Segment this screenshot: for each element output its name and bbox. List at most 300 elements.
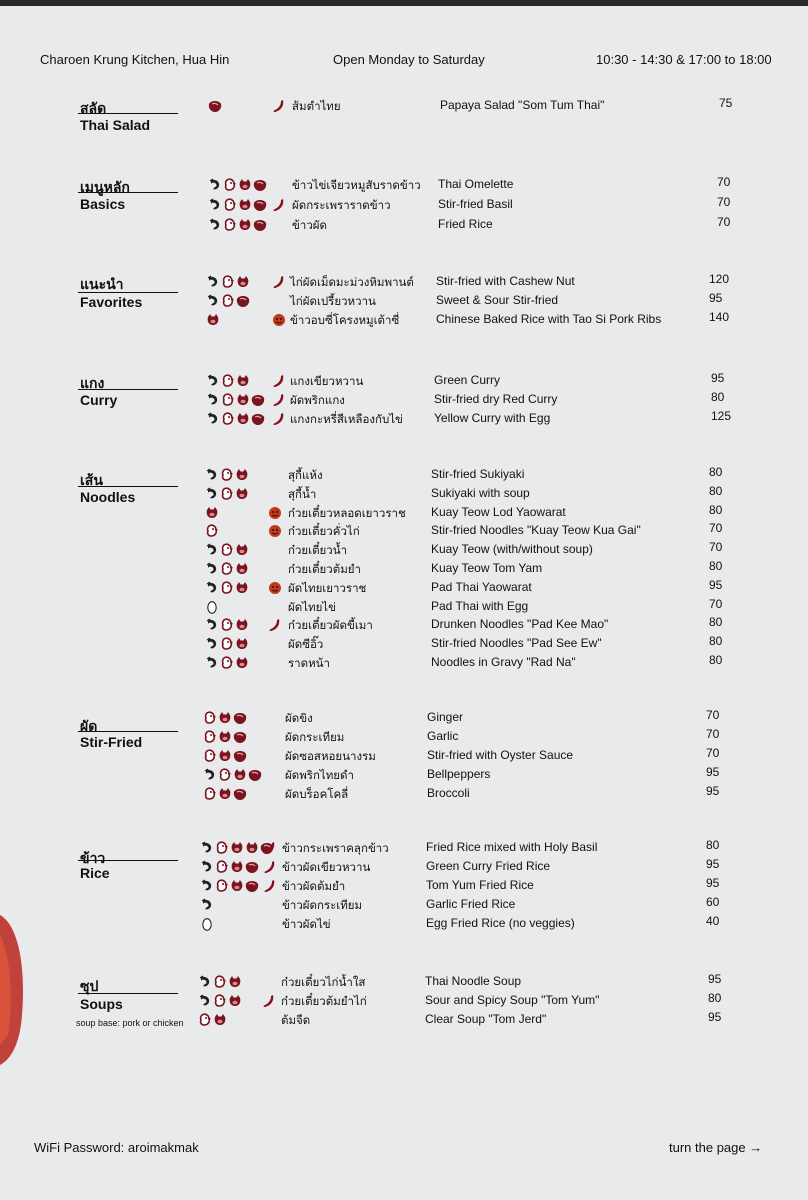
beef-icon xyxy=(251,393,265,407)
ingredient-icons xyxy=(205,486,249,502)
menu-item xyxy=(0,617,808,636)
menu-item xyxy=(0,392,808,411)
turn-page-link[interactable]: turn the page → xyxy=(669,1140,763,1155)
item-thai-name: ผัดบร็อคโคลี่ xyxy=(285,789,349,801)
pork-icon xyxy=(218,730,232,744)
item-price: 80 xyxy=(709,615,723,629)
item-english-name: Thai Omelette xyxy=(438,177,514,191)
chili-icon xyxy=(272,198,286,212)
item-thai-name: ผัดกระเพราราดข้าว xyxy=(292,200,391,212)
category-note: soup base: pork or chicken xyxy=(76,1018,184,1028)
ingredient-icons xyxy=(206,411,265,427)
category-thai-title: แนะนำ xyxy=(80,276,124,292)
menu-item xyxy=(0,177,808,196)
category-english-title: Soups xyxy=(80,996,123,1012)
shrimp-icon xyxy=(205,618,219,632)
item-price: 75 xyxy=(719,96,733,110)
menu-item xyxy=(0,467,808,486)
menu-item xyxy=(0,411,808,430)
item-english-name: Papaya Salad "Som Tum Thai" xyxy=(440,98,605,112)
item-english-name: Stir-fried Noodles "Kuay Teow Kua Gai" xyxy=(431,523,641,537)
item-price: 140 xyxy=(709,310,730,324)
chili-icon xyxy=(272,412,286,426)
chicken-icon xyxy=(215,860,229,874)
item-english-name: Egg Fried Rice (no veggies) xyxy=(426,916,575,930)
ingredient-icons xyxy=(206,392,265,408)
item-english-name: Stir-fried Sukiyaki xyxy=(431,467,525,481)
shrimp-icon xyxy=(198,975,212,989)
menu-item xyxy=(0,197,808,216)
menu-item xyxy=(0,274,808,293)
item-thai-name: ข้าวผัดกระเทียม xyxy=(282,900,363,912)
ingredient-icons xyxy=(205,505,219,521)
pork-icon xyxy=(235,618,249,632)
menu-item xyxy=(0,859,808,878)
item-price: 80 xyxy=(709,503,723,517)
menu-item xyxy=(0,710,808,729)
item-thai-name: ผัดพริกไทยดำ xyxy=(285,770,354,782)
pork-icon xyxy=(230,841,244,855)
item-english-name: Green Curry Fried Rice xyxy=(426,859,551,873)
egg-icon xyxy=(205,600,219,614)
item-english-name: Kuay Teow Lod Yaowarat xyxy=(431,505,566,519)
pork-icon xyxy=(245,841,259,855)
item-price: 70 xyxy=(706,708,720,722)
pork-icon xyxy=(238,178,252,192)
category-thai-title: เมนูหลัก xyxy=(80,179,130,195)
chicken-icon xyxy=(220,618,234,632)
ingredient-icons xyxy=(198,974,242,990)
item-english-name: Chinese Baked Rice with Tao Si Pork Ribs xyxy=(436,312,662,326)
egg-icon xyxy=(200,917,214,931)
chicken-icon xyxy=(220,581,234,595)
menu-item xyxy=(0,505,808,524)
item-price: 80 xyxy=(709,484,723,498)
item-thai-name: ข้าวไข่เจียวหมูสับราดข้าว xyxy=(292,180,421,192)
chili-icon xyxy=(272,99,286,113)
menu-item xyxy=(0,993,808,1012)
menu-item xyxy=(0,748,808,767)
chicken-icon xyxy=(198,1013,212,1027)
chili-icon xyxy=(272,393,286,407)
chili-icon xyxy=(263,879,277,893)
menu-item xyxy=(0,542,808,561)
item-thai-name: ข้าวอบซี่โครงหมูเต้าซี่ xyxy=(290,315,400,327)
pork-icon xyxy=(236,412,250,426)
category-english-title: Basics xyxy=(80,196,126,212)
ingredient-icons xyxy=(205,542,249,558)
item-english-name: Tom Yum Fried Rice xyxy=(426,878,534,892)
item-english-name: Fried Rice mixed with Holy Basil xyxy=(426,840,598,854)
item-price: 70 xyxy=(709,540,723,554)
category-thai-title: เส้น xyxy=(80,472,103,488)
item-english-name: Stir-fried Basil xyxy=(438,197,513,211)
item-price: 40 xyxy=(706,914,720,928)
category-english-title: Thai Salad xyxy=(80,117,151,133)
ingredient-icons xyxy=(206,274,250,290)
item-english-name: Garlic Fried Rice xyxy=(426,897,516,911)
item-price: 95 xyxy=(706,765,720,779)
shrimp-icon xyxy=(200,841,214,855)
item-price: 95 xyxy=(709,578,723,592)
shrimp-icon xyxy=(205,468,219,482)
item-english-name: Pad Thai with Egg xyxy=(431,599,529,613)
menu-item xyxy=(0,523,808,542)
shrimp-icon xyxy=(200,860,214,874)
item-thai-name: แกงเขียวหวาน xyxy=(290,376,364,388)
recommended-icon xyxy=(268,524,282,538)
item-english-name: Bellpeppers xyxy=(427,767,491,781)
pork-icon xyxy=(230,860,244,874)
recommended-icon xyxy=(268,581,282,595)
menu-item xyxy=(0,217,808,236)
shrimp-icon xyxy=(205,487,219,501)
pork-icon xyxy=(235,581,249,595)
ingredient-icons xyxy=(200,916,214,932)
item-english-name: Drunken Noodles "Pad Kee Mao" xyxy=(431,617,609,631)
pork-icon xyxy=(236,374,250,388)
item-english-name: Sukiyaki with soup xyxy=(431,486,530,500)
item-thai-name: ก๋วยเตี๋ยวต้มยำไก่ xyxy=(281,996,367,1008)
chicken-icon xyxy=(220,656,234,670)
page-top-edge xyxy=(0,0,808,6)
item-english-name: Kuay Teow (with/without soup) xyxy=(431,542,593,556)
item-english-name: Thai Noodle Soup xyxy=(425,974,522,988)
item-price: 80 xyxy=(706,838,720,852)
item-price: 80 xyxy=(708,991,722,1005)
item-price: 95 xyxy=(706,876,720,890)
beef-icon xyxy=(233,749,247,763)
item-price: 95 xyxy=(711,371,725,385)
item-thai-name: ข้าวกระเพราคลุกข้าว xyxy=(282,843,389,855)
item-thai-name: ไก่ผัดเปรี้ยวหวาน xyxy=(290,296,376,308)
item-thai-name: ต้มจืด xyxy=(281,1015,311,1027)
chicken-icon xyxy=(221,275,235,289)
pork-icon xyxy=(228,975,242,989)
photo-edge-artifact xyxy=(0,905,30,1065)
ingredient-icons xyxy=(200,878,259,894)
menu-item xyxy=(0,1012,808,1031)
chicken-icon xyxy=(220,468,234,482)
menu-item xyxy=(0,561,808,580)
shrimp-icon xyxy=(203,768,217,782)
pork-icon xyxy=(235,487,249,501)
menu-item xyxy=(0,293,808,312)
item-thai-name: แกงกะหรี่สีเหลืองกับไข่ xyxy=(290,414,403,426)
category-english-title: Noodles xyxy=(80,489,136,505)
item-price: 70 xyxy=(709,521,723,535)
ingredient-icons xyxy=(200,897,214,913)
beef-icon xyxy=(233,711,247,725)
menu-item xyxy=(0,98,808,117)
menu-item xyxy=(0,655,808,674)
item-price: 60 xyxy=(706,895,720,909)
pork-icon xyxy=(238,218,252,232)
chicken-icon xyxy=(215,879,229,893)
chicken-icon xyxy=(221,294,235,308)
item-thai-name: ข้าวผัดต้มยำ xyxy=(282,881,346,893)
chicken-icon xyxy=(218,768,232,782)
item-english-name: Stir-fried with Cashew Nut xyxy=(436,274,575,288)
category-thai-title: แกง xyxy=(80,375,105,391)
menu-item xyxy=(0,599,808,618)
shrimp-icon xyxy=(205,656,219,670)
beef-icon xyxy=(245,879,259,893)
item-english-name: Green Curry xyxy=(434,373,501,387)
shrimp-icon xyxy=(208,198,222,212)
ingredient-icons xyxy=(203,710,247,726)
menu-item xyxy=(0,729,808,748)
item-english-name: Stir-fried with Oyster Sauce xyxy=(427,748,574,762)
beef-icon xyxy=(245,860,259,874)
chicken-icon xyxy=(223,178,237,192)
shrimp-icon xyxy=(205,543,219,557)
ingredient-icons xyxy=(203,786,247,802)
item-thai-name: ก๋วยเตี๋ยวหลอดเยาวราช xyxy=(288,508,406,520)
item-price: 70 xyxy=(709,597,723,611)
opening-hours: 10:30 - 14:30 & 17:00 to 18:00 xyxy=(596,52,772,67)
pork-icon xyxy=(206,313,220,327)
chicken-icon xyxy=(220,562,234,576)
chicken-icon xyxy=(220,487,234,501)
ingredient-icons xyxy=(205,523,219,539)
shrimp-icon xyxy=(200,879,214,893)
menu-item xyxy=(0,897,808,916)
recommended-icon xyxy=(272,313,286,327)
item-english-name: Ginger xyxy=(427,710,464,724)
ingredient-icons xyxy=(205,561,249,577)
menu-item xyxy=(0,580,808,599)
chili-icon xyxy=(268,618,282,632)
item-thai-name: ไก่ผัดเม็ดมะม่วงหิมพานต์ xyxy=(290,277,414,289)
pork-icon xyxy=(236,393,250,407)
shrimp-icon xyxy=(208,178,222,192)
menu-item xyxy=(0,486,808,505)
ingredient-icons xyxy=(206,293,250,309)
item-thai-name: สุกี้แห้ง xyxy=(288,470,323,482)
category-thai-title: ผัด xyxy=(80,718,98,734)
beef-icon xyxy=(251,412,265,426)
menu-item xyxy=(0,974,808,993)
chicken-icon xyxy=(203,787,217,801)
chicken-icon xyxy=(203,749,217,763)
chicken-icon xyxy=(221,393,235,407)
item-thai-name: ก๋วยเตี๋ยวน้ำ xyxy=(288,545,348,557)
shrimp-icon xyxy=(198,994,212,1008)
category-english-title: Favorites xyxy=(80,294,143,310)
ingredient-icons xyxy=(205,580,249,596)
item-price: 70 xyxy=(717,195,731,209)
item-price: 80 xyxy=(709,465,723,479)
ingredient-icons xyxy=(208,197,267,213)
shrimp-icon xyxy=(205,581,219,595)
ingredient-icons xyxy=(205,655,249,671)
item-price: 95 xyxy=(706,784,720,798)
chili-icon xyxy=(272,275,286,289)
beef-icon xyxy=(233,787,247,801)
item-thai-name: ผัดกระเทียม xyxy=(285,732,345,744)
menu-item xyxy=(0,373,808,392)
item-english-name: Pad Thai Yaowarat xyxy=(431,580,532,594)
shrimp-icon xyxy=(206,412,220,426)
item-thai-name: ส้มตำไทย xyxy=(292,101,341,113)
pork-icon xyxy=(205,506,219,520)
ingredient-icons xyxy=(198,993,242,1009)
menu-item xyxy=(0,312,808,331)
item-thai-name: ผัดไทยเยาวราช xyxy=(288,583,367,595)
item-english-name: Sour and Spicy Soup "Tom Yum" xyxy=(425,993,600,1007)
chicken-icon xyxy=(221,412,235,426)
item-price: 80 xyxy=(709,653,723,667)
pork-icon xyxy=(218,787,232,801)
item-thai-name: ผัดซีอิ๊ว xyxy=(288,639,324,651)
pork-icon xyxy=(230,879,244,893)
category-thai-title: สลัด xyxy=(80,100,107,116)
item-price: 120 xyxy=(709,272,730,286)
ingredient-icons xyxy=(205,599,219,615)
beef-icon xyxy=(233,730,247,744)
category-english-title: Rice xyxy=(80,865,110,881)
ingredient-icons xyxy=(205,617,249,633)
chicken-icon xyxy=(213,994,227,1008)
chili-icon xyxy=(272,374,286,388)
item-thai-name: ผัดไทยไข่ xyxy=(288,602,336,614)
pork-icon xyxy=(238,198,252,212)
item-price: 80 xyxy=(709,634,723,648)
item-price: 70 xyxy=(706,727,720,741)
chicken-icon xyxy=(220,543,234,557)
ingredient-icons xyxy=(203,729,247,745)
beef-icon xyxy=(248,768,262,782)
shrimp-icon xyxy=(205,637,219,651)
shrimp-icon xyxy=(206,374,220,388)
item-thai-name: สุกี้น้ำ xyxy=(288,489,317,501)
beef-icon xyxy=(253,198,267,212)
pork-icon xyxy=(235,562,249,576)
item-thai-name: ก๋วยเตี๋ยวคั่วไก่ xyxy=(288,526,360,538)
item-english-name: Noodles in Gravy "Rad Na" xyxy=(431,655,576,669)
item-price: 80 xyxy=(709,559,723,573)
item-price: 70 xyxy=(717,175,731,189)
item-price: 70 xyxy=(706,746,720,760)
chili-icon xyxy=(262,994,276,1008)
item-price: 95 xyxy=(708,972,722,986)
pork-icon xyxy=(228,994,242,1008)
item-thai-name: ก๋วยเตี๋ยวผัดขี้เมา xyxy=(288,620,373,632)
item-english-name: Clear Soup "Tom Jerd" xyxy=(425,1012,547,1026)
ingredient-icons xyxy=(203,767,262,783)
item-thai-name: ผัดพริกแกง xyxy=(290,395,345,407)
item-thai-name: ข้าวผัดเขียวหวาน xyxy=(282,862,371,874)
item-thai-name: ข้าวผัดไข่ xyxy=(282,919,331,931)
chili-icon xyxy=(263,841,277,855)
pork-icon xyxy=(235,468,249,482)
category-thai-title: ข้าว xyxy=(80,850,106,866)
ingredient-icons xyxy=(208,217,267,233)
item-price: 95 xyxy=(709,291,723,305)
item-price: 70 xyxy=(717,215,731,229)
ingredient-icons xyxy=(200,859,259,875)
menu-item xyxy=(0,878,808,897)
shrimp-icon xyxy=(206,294,220,308)
ingredient-icons xyxy=(205,636,249,652)
ingredient-icons xyxy=(208,98,222,114)
chicken-icon xyxy=(203,730,217,744)
item-price: 125 xyxy=(711,409,732,423)
menu-item xyxy=(0,840,808,859)
restaurant-name: Charoen Krung Kitchen, Hua Hin xyxy=(40,52,230,67)
ingredient-icons xyxy=(206,373,250,389)
item-thai-name: ข้าวผัด xyxy=(292,220,327,232)
pork-icon xyxy=(236,275,250,289)
menu-item xyxy=(0,916,808,935)
chili-icon xyxy=(263,860,277,874)
recommended-icon xyxy=(268,506,282,520)
chicken-icon xyxy=(213,975,227,989)
shrimp-icon xyxy=(206,393,220,407)
ingredient-icons xyxy=(206,312,220,328)
chicken-icon xyxy=(221,374,235,388)
menu-item xyxy=(0,786,808,805)
pork-icon xyxy=(235,656,249,670)
item-english-name: Sweet & Sour Stir-fried xyxy=(436,293,559,307)
category-english-title: Curry xyxy=(80,392,118,408)
item-price: 80 xyxy=(711,390,725,404)
chicken-icon xyxy=(223,198,237,212)
menu-item xyxy=(0,636,808,655)
pork-icon xyxy=(235,543,249,557)
item-english-name: Stir-fried Noodles "Pad See Ew" xyxy=(431,636,602,650)
chicken-icon xyxy=(215,841,229,855)
item-thai-name: ก๋วยเตี๋ยวต้มยำ xyxy=(288,564,361,576)
item-english-name: Fried Rice xyxy=(438,217,493,231)
beef-icon xyxy=(253,218,267,232)
item-price: 95 xyxy=(708,1010,722,1024)
pork-icon xyxy=(213,1013,227,1027)
pork-icon xyxy=(218,711,232,725)
item-english-name: Broccoli xyxy=(427,786,470,800)
item-english-name: Kuay Teow Tom Yam xyxy=(431,561,543,575)
ingredient-icons xyxy=(208,177,267,193)
item-thai-name: ผัดซอสหอยนางรม xyxy=(285,751,376,763)
shrimp-icon xyxy=(205,562,219,576)
menu-item xyxy=(0,767,808,786)
chicken-icon xyxy=(203,711,217,725)
pork-icon xyxy=(233,768,247,782)
beef-icon xyxy=(253,178,267,192)
ingredient-icons xyxy=(198,1012,227,1028)
shrimp-icon xyxy=(200,898,214,912)
pork-icon xyxy=(235,637,249,651)
category-thai-title: ซุป xyxy=(80,978,99,994)
beef-icon xyxy=(208,99,222,113)
pork-icon xyxy=(218,749,232,763)
item-thai-name: ราดหน้า xyxy=(288,658,331,670)
shrimp-icon xyxy=(206,275,220,289)
item-thai-name: ผัดขิง xyxy=(285,713,313,725)
item-english-name: Stir-fried dry Red Curry xyxy=(434,392,558,406)
ingredient-icons xyxy=(203,748,247,764)
item-thai-name: ก๋วยเตี๋ยวไก่น้ำใส xyxy=(281,977,366,989)
shrimp-icon xyxy=(208,218,222,232)
item-price: 95 xyxy=(706,857,720,871)
beef-icon xyxy=(236,294,250,308)
ingredient-icons xyxy=(205,467,249,483)
wifi-password: WiFi Password: aroimakmak xyxy=(34,1140,199,1155)
category-english-title: Stir-Fried xyxy=(80,734,143,750)
item-english-name: Yellow Curry with Egg xyxy=(434,411,551,425)
chicken-icon xyxy=(220,637,234,651)
